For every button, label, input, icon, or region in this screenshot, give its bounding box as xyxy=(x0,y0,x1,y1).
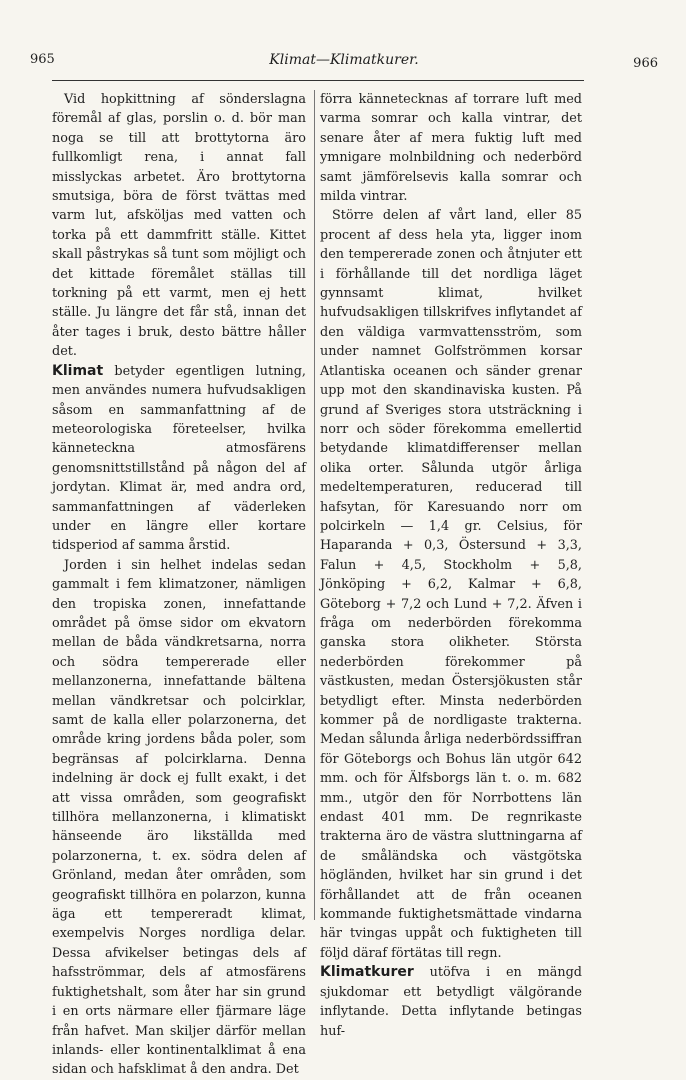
left-column xyxy=(52,90,306,1078)
klimatkurer-paragraph xyxy=(320,963,582,1041)
klimat-paragraph xyxy=(52,362,306,556)
klimat-heading: Klimat xyxy=(52,362,104,379)
page-number-right: 966 xyxy=(633,56,658,71)
column-divider xyxy=(314,90,315,920)
klimatkurer-text: utöfva i en mängd sjukdomar ett betydligt välgörande inflytande. Detta inflytande betingas huf- xyxy=(320,965,582,1039)
klimat-definition-text: betyder egentligen lutning, men användes numera hufvudsakligen såsom en sammanfattning af de meteorologiska företeelser, hvilka känneteckna atmosfärens genomsnittstillstånd på någon del af jordytan. Klimat är, med andra ord, sammanfattningen af väderleken under en längre eller kortare tidsperiod af samma årstid. xyxy=(52,363,306,554)
climate-zones-paragraph: Jorden i sin helhet indelas sedan gammalt i fem klimatzoner, nämligen den tropiska zonen, innefattande området på ömse sidor om ekvatorn mellan de båda vändkretsarna, norra och södra tempererade eller mellanzonerna, innefattande bältena mellan vändkretsar och polcirklar, samt de kalla eller polarzonerna, det område kring jordens båda poler, som begränsas af polcirklarna. Denna indelning är dock ej fullt exakt, i det att vissa områden, som geografiskt tillhöra mellanzonerna, i klimatiskt hänseende äro likställda med polarzonerna, t. ex. södra delen af Grönland, medan åter områden, som geografiskt tillhöra en polarzon, kunna äga ett tempereradt klimat, exempelvis Norges nordliga delar. Dessa afvikelser betingas dels af hafsströmmar, dels af atmosfärens fuktighetshalt, som åter har sin grund i en orts närmare eller fjärmare läge från hafvet. Man skiljer därför mellan inlands- eller kontinentalklimat å ena sidan och hafsklimat å den andra. Det xyxy=(52,557,306,1078)
running-title: Klimat—Klimatkurer. xyxy=(269,52,419,68)
klimatkurer-heading: Klimatkurer xyxy=(320,964,414,981)
kitt-paragraph: Vid hopkittning af sönderslagna föremål af glas, porslin o. d. bör man noga se till att brottytorna äro fullkomligt rena, i annat fall misslyckas arbetet. Äro brottytorna smutsiga, böra de först tvättas med varm lut, afsköljas med vatten och torka på ett dammfritt ställe. Kittet skall påstrykas så tunt som möjligt och det kittade föremålet ställas till torkning på ett varmt, men ej hett ställe. Ju längre det får stå, innan det åter tages i bruk, desto bättre håller det. xyxy=(52,92,306,360)
continuation-paragraph: förra kännetecknas af torrare luft med varma somrar och kalla vintrar, det senare åter af mera fuktig luft med ymnigare molnbildning och nederbörd samt jämförelsevis kalla somrar och milda vintrar. xyxy=(320,92,582,205)
right-column xyxy=(320,90,582,1039)
sweden-climate-paragraph: Större delen af vårt land, eller 85 procent af dess hela yta, ligger inom den tempererade zonen och åtnjuter ett i förhållande till det nordliga läget gynnsamt klimat, hvilket hufvudsakligen tillskrifves inflytandet af den väldiga varmvattensström, som under namnet Golfströmmen korsar Atlantiska oceanen och sänder grenar upp mot den skandinaviska kusten. På grund af Sveriges stora utsträckning i norr och söder förekomma emellertid betydande klimatdifferenser mellan olika orter. Sålunda utgör årliga medeltemperaturen, reducerad till hafsytan, för Karesuando norr om polcirkeln — 1,4 gr. Celsius, för Haparanda + 0,3, Östersund + 3,3, Falun + 4,5, Stockholm + 5,8, Jönköping + 6,2, Kalmar + 6,8, Göteborg + 7,2 och Lund + 7,2. Äfven i fråga om nederbörden förekomma ganska stora olikheter. Största nederbörden förekommer på västkusten, medan Östersjökusten står betydligt efter. Minsta nederbörden kommer på de nordligaste trakterna. Medan sålunda årliga nederbördssiffran för Göteborgs och Bohus län utgör 642 mm. och för Älfsborgs län t. o. m. 682 mm., utgör den för Norrbottens län endast 401 mm. De regnrikaste trakterna äro de västra sluttningarna af de småländska och västgötska högländen, hvilket har sin grund i det förhållandet att de från oceanen kommande fuktighetsmättade vindarna här tvingas uppåt och fuktigheten till följd däraf förtätas till regn. xyxy=(320,208,582,961)
page-header xyxy=(30,52,658,74)
header-rule xyxy=(52,80,584,81)
page-number-left: 965 xyxy=(30,52,55,67)
